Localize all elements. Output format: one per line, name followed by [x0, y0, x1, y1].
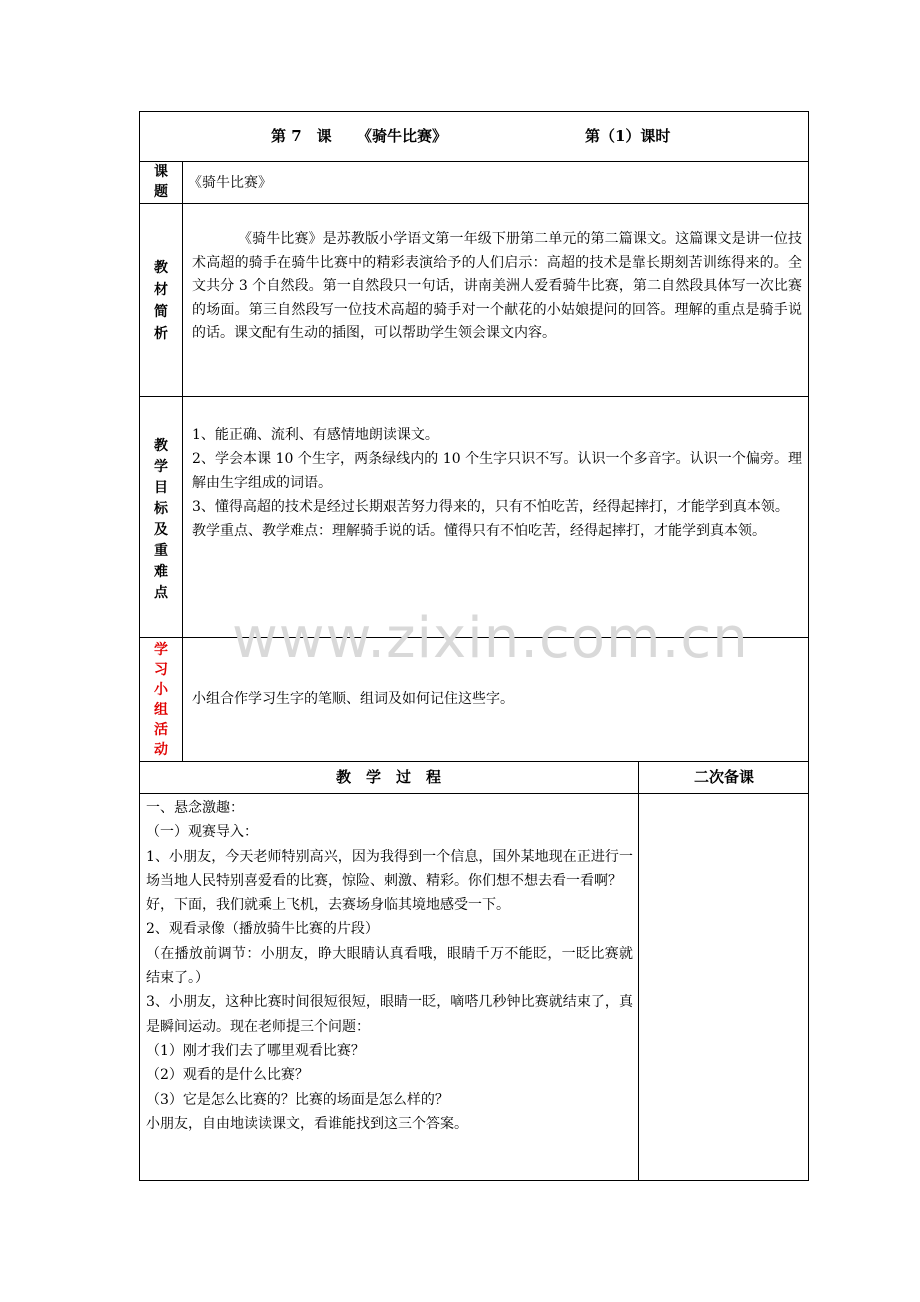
divider [139, 793, 809, 794]
label-char: 小 [154, 682, 168, 698]
process-line: 小朋友，自由地读读课文，看谁能找到这三个答案。 [146, 1115, 468, 1132]
divider [139, 396, 809, 397]
label-char: 组 [154, 702, 168, 718]
label-char: 题 [154, 184, 168, 200]
process-line: 好，下面，我们就乘上飞机，去赛场身临其境地感受一下。 [146, 897, 510, 914]
process-content [146, 796, 633, 1136]
label-char: 目 [154, 480, 168, 496]
lesson-title: 《骑牛比赛》 [357, 127, 448, 145]
process-line: 1、小朋友，今天老师特别高兴，因为我得到一个信息，国外某地现在正进行一场当地人民特别喜爱看的比赛，惊险、刺激、精彩。你们想不想去看一看啊？ [146, 848, 633, 889]
divider [139, 637, 809, 638]
topic-label [140, 162, 182, 202]
topic-content: 《骑牛比赛》 [188, 175, 272, 191]
label-char: 点 [154, 585, 168, 601]
textbook-intro-text: 《骑牛比赛》是苏教版小学语文第一年级下册第二单元的第二篇课文。这篇课文是讲一位技术高超的骑手在骑牛比赛中的精彩表演给予的人们启示：高超的技术是靠长期刻苦训练得来的。全文共分 3 个自然段。第一自然段只一句话，讲南美洲人爱看骑牛比赛，第二自然段具体写一次比赛的场面。第三自然段写一位技术高超的骑手对一个献花的小姑娘提问的回答。理解的重点是骑手说的话。课文配有生动的插图，可以帮助学生领会课文内容。 [192, 231, 802, 341]
textbook-intro-label [140, 258, 182, 344]
label-char: 简 [154, 304, 168, 320]
divider [182, 161, 183, 761]
label-char: 教 [154, 260, 168, 276]
key-points: 教学重点、教学难点：理解骑手说的话。懂得只有不怕吃苦，经得起摔打，才能学到真本领。 [192, 523, 766, 539]
second-prep-header: 二次备课 [693, 768, 754, 786]
label-char: 学 [154, 642, 168, 658]
label-char: 重 [154, 543, 168, 559]
objective-item: 2、学会本课 10 个生字，两条绿线内的 10 个生字只识不写。认识一个多音字。认识一个偏旁。理解由生字组成的词语。 [192, 451, 802, 491]
label-char: 活 [154, 722, 168, 738]
objective-item: 3、懂得高超的技术是经过长期艰苦努力得来的，只有不怕吃苦，经得起摔打，才能学到真本领。 [192, 499, 789, 515]
label-char: 及 [154, 522, 168, 538]
label-char: 材 [154, 282, 168, 298]
objectives-content [192, 423, 802, 543]
process-line: （2）观看的是什么比赛？ [146, 1067, 309, 1084]
process-line: 3、小朋友，这种比赛时间很短很短，眼睛一眨，嘀嗒几秒钟比赛就结束了，真是瞬间运动。现在老师提三个问题： [146, 994, 633, 1035]
divider [139, 761, 809, 762]
process-header: 教 学 过 程 [335, 768, 441, 786]
process-line: （3）它是怎么比赛的？比赛的场面是怎么样的？ [146, 1091, 449, 1108]
process-line: （1）刚才我们去了哪里观看比赛？ [146, 1042, 365, 1059]
process-line: 一、悬念激趣： [146, 800, 244, 816]
label-char: 标 [154, 501, 168, 517]
group-activity-label [140, 640, 182, 760]
lesson-period: 第（1）课时 [585, 127, 671, 145]
label-char: 课 [154, 164, 168, 180]
divider [139, 203, 809, 204]
objective-item: 1、能正确、流利、有感情地朗读课文。 [192, 427, 439, 443]
divider [139, 161, 809, 162]
process-line: （在播放前调节：小朋友，睁大眼睛认真看哦，眼睛千万不能眨，一眨比赛就结束了。） [146, 945, 633, 987]
lesson-number: 第 7 课 [271, 127, 332, 145]
label-char: 析 [154, 326, 168, 342]
process-line: 2、观看录像（播放骑牛比赛的片段） [146, 921, 379, 938]
watermark: www.zixin.com.cn [232, 606, 749, 671]
objectives-label [140, 436, 182, 604]
process-line: （一）观赛导入： [146, 824, 258, 841]
textbook-intro-content [192, 228, 802, 346]
divider [638, 761, 639, 1181]
label-char: 动 [154, 742, 168, 758]
label-char: 习 [154, 662, 168, 678]
label-char: 难 [154, 564, 168, 580]
label-char: 教 [154, 438, 168, 454]
group-activity-content: 小组合作学习生字的笔顺、组词及如何记住这些字。 [192, 691, 514, 707]
label-char: 学 [154, 459, 168, 475]
